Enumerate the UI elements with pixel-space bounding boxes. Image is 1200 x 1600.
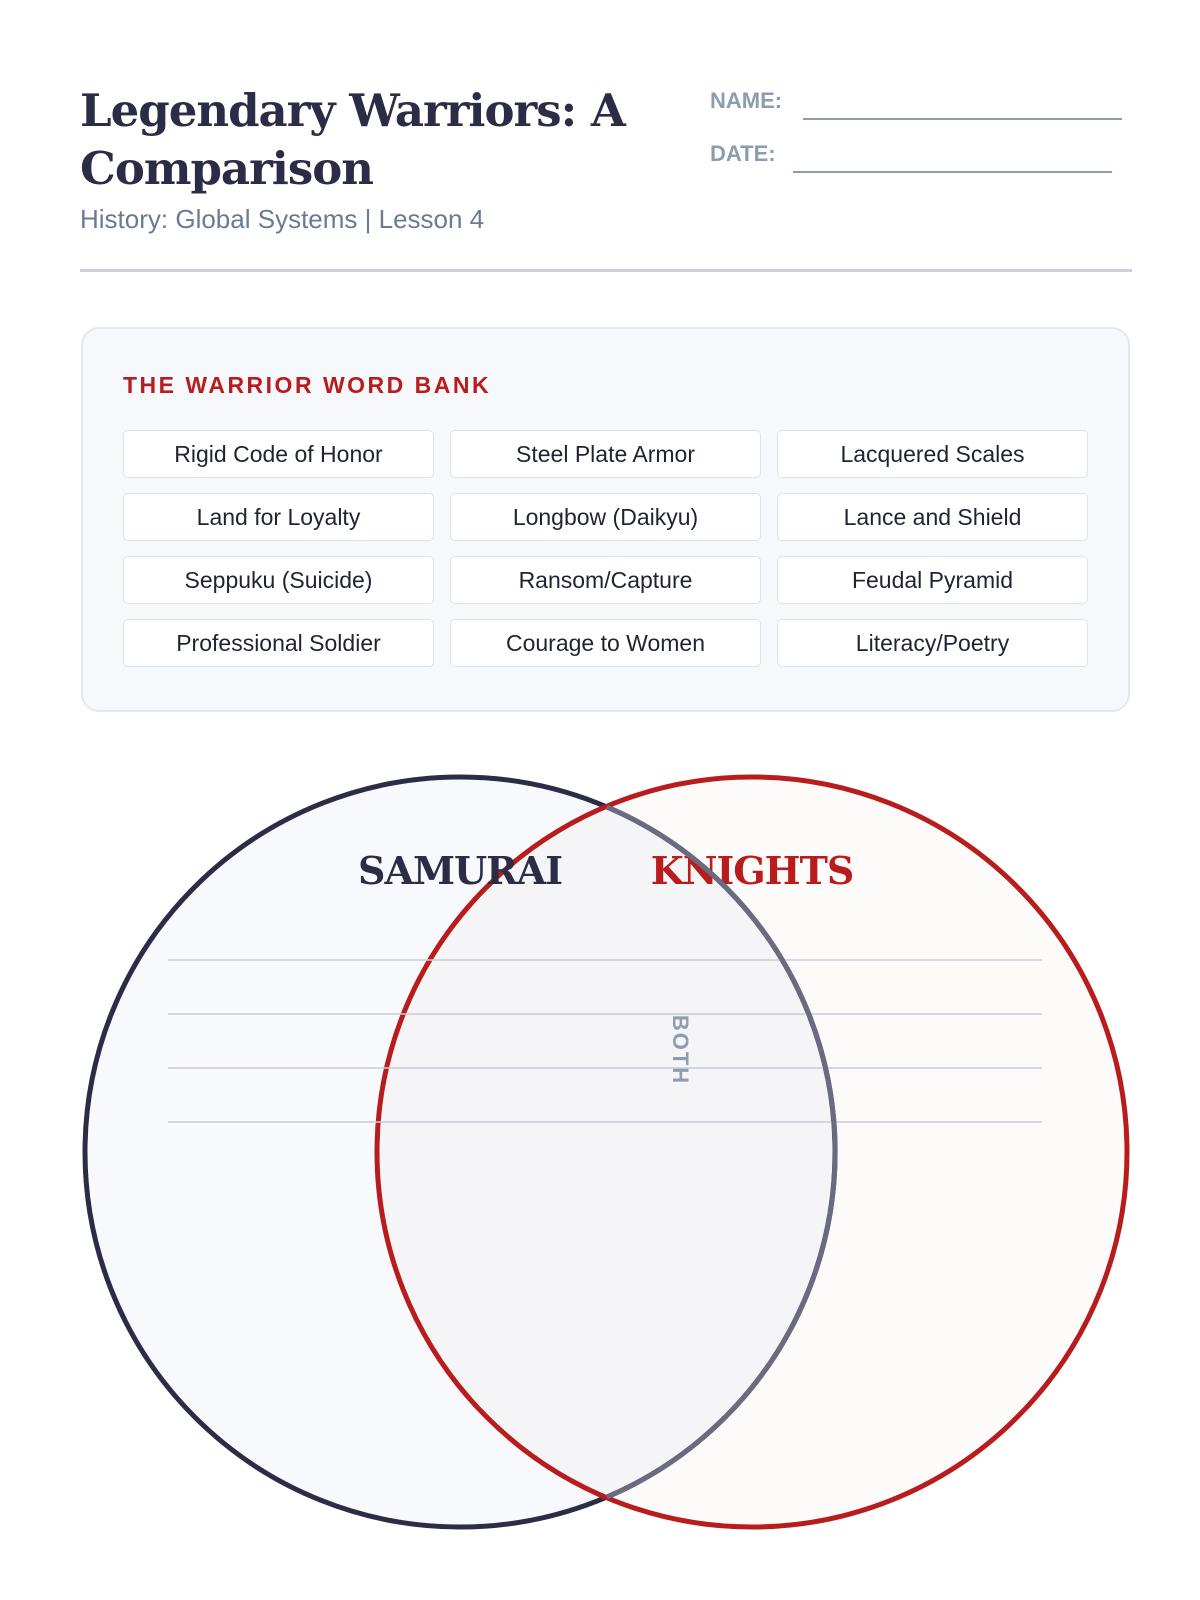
worksheet-subtitle: History: Global Systems | Lesson 4 — [80, 204, 485, 234]
word-chip[interactable]: Land for Loyalty — [123, 493, 434, 541]
knights-label: KNIGHTS — [650, 848, 854, 893]
word-chip[interactable]: Professional Soldier — [123, 619, 434, 667]
word-chip[interactable]: Lance and Shield — [777, 493, 1088, 541]
word-bank-title: THE WARRIOR WORD BANK — [123, 372, 492, 398]
word-chip[interactable]: Lacquered Scales — [777, 430, 1088, 478]
name-label: NAME: — [710, 88, 783, 113]
word-chip[interactable]: Ransom/Capture — [450, 556, 761, 604]
date-label: DATE: — [710, 141, 776, 166]
word-chip[interactable]: Rigid Code of Honor — [123, 430, 434, 478]
word-chip[interactable]: Longbow (Daikyu) — [450, 493, 761, 541]
word-chip[interactable]: Feudal Pyramid — [777, 556, 1088, 604]
worksheet-title: Legendary Warriors: A Comparison — [80, 84, 625, 195]
samurai-label: SAMURAI — [358, 848, 562, 893]
both-label: BOTH — [668, 1014, 694, 1086]
word-chip[interactable]: Courage to Women — [450, 619, 761, 667]
word-chip[interactable]: Literacy/Poetry — [777, 619, 1088, 667]
word-chip[interactable]: Steel Plate Armor — [450, 430, 761, 478]
word-chip[interactable]: Seppuku (Suicide) — [123, 556, 434, 604]
